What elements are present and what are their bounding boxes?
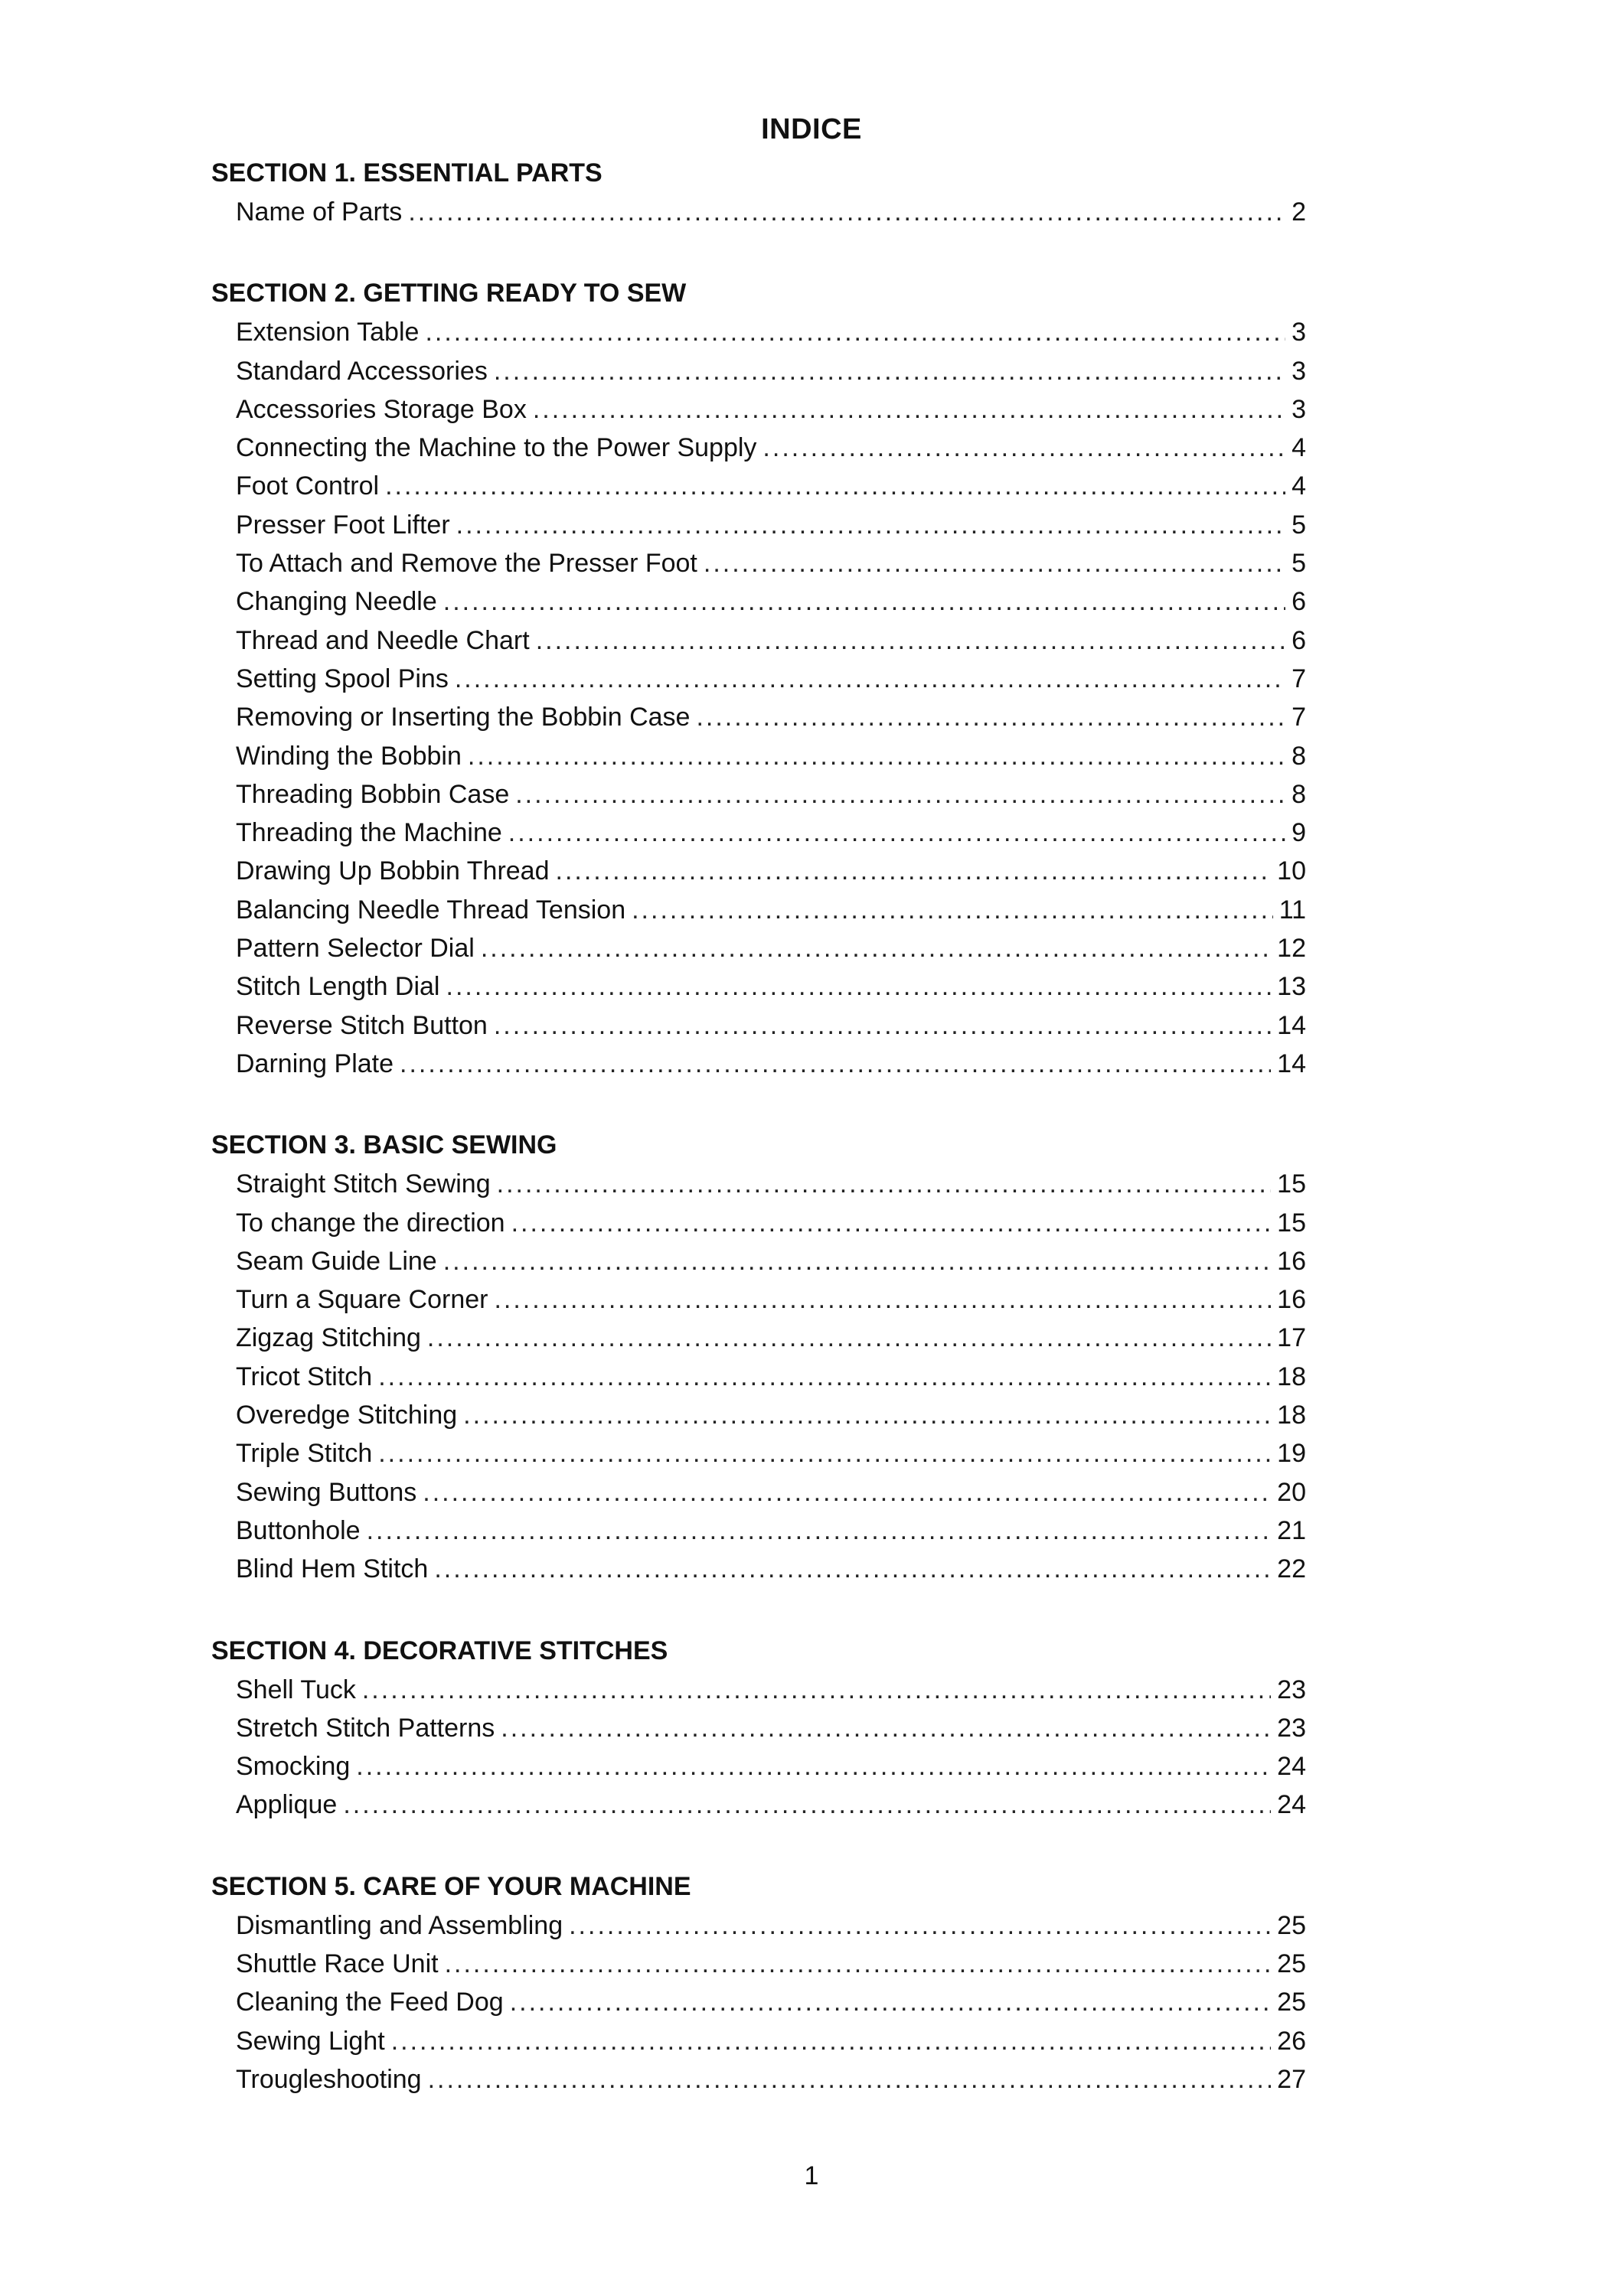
dot-leader: [408, 193, 1285, 231]
dot-leader: [400, 1045, 1271, 1083]
dot-leader: [455, 660, 1285, 698]
toc-entry-page: 22: [1277, 1554, 1306, 1584]
toc-entry[interactable]: [236, 891, 1306, 929]
dot-leader: [391, 2022, 1271, 2060]
dot-leader: [536, 621, 1285, 660]
dot-leader: [632, 891, 1273, 929]
toc-entry-page: 7: [1292, 703, 1306, 732]
toc-entry-page: 18: [1277, 1401, 1306, 1430]
toc-entry-page: 16: [1277, 1285, 1306, 1315]
toc-entry-page: 23: [1277, 1713, 1306, 1743]
toc-entry-label: Stretch Stitch Patterns: [236, 1713, 495, 1743]
toc-entry-page: 10: [1277, 856, 1306, 886]
toc-entry-label: Pattern Selector Dial: [236, 934, 475, 964]
section-heading: SECTION 4. DECORATIVE STITCHES: [211, 1636, 668, 1665]
dot-leader: [515, 775, 1285, 814]
toc-entry[interactable]: [236, 1747, 1306, 1786]
toc-entry-page: 12: [1277, 934, 1306, 964]
toc-entry[interactable]: [236, 1512, 1306, 1550]
toc-entry-page: 15: [1277, 1208, 1306, 1238]
toc-entry[interactable]: [236, 1280, 1306, 1319]
dot-leader: [443, 582, 1285, 621]
dot-leader: [494, 1280, 1271, 1319]
dot-leader: [378, 1434, 1271, 1473]
toc-entry[interactable]: [236, 1473, 1306, 1512]
toc-entry[interactable]: [236, 852, 1306, 890]
toc-entry[interactable]: [236, 313, 1306, 351]
toc-entry-page: 27: [1277, 2064, 1306, 2094]
toc-entry-label: Straight Stitch Sewing: [236, 1169, 491, 1199]
dot-leader: [362, 1671, 1271, 1709]
toc-entry[interactable]: [236, 429, 1306, 467]
dot-leader: [425, 313, 1285, 351]
toc-entry[interactable]: [236, 967, 1306, 1006]
dot-leader: [556, 852, 1272, 890]
toc-entry-page: 25: [1277, 1910, 1306, 1940]
dot-leader: [533, 390, 1285, 429]
toc-entry-label: Setting Spool Pins: [236, 664, 449, 693]
toc-entry-page: 20: [1277, 1477, 1306, 1507]
toc-entry[interactable]: [236, 737, 1306, 775]
toc-entry[interactable]: [236, 814, 1306, 852]
toc-entry-label: Shuttle Race Unit: [236, 1949, 439, 1978]
toc-entry-label: Extension Table: [236, 318, 420, 347]
toc-entry-label: Winding the Bobbin: [236, 741, 462, 771]
toc-entry-label: Name of Parts: [236, 197, 403, 227]
toc-entry-page: 24: [1277, 1752, 1306, 1782]
dot-leader: [508, 814, 1285, 852]
toc-entry-label: Thread and Needle Chart: [236, 625, 530, 655]
toc-section-3: [211, 1125, 1306, 1588]
dot-leader: [510, 1983, 1271, 2021]
dot-leader: [367, 1512, 1272, 1550]
toc-entry-page: 24: [1277, 1790, 1306, 1820]
dot-leader: [445, 1945, 1272, 1983]
toc-entry-page: 14: [1277, 1010, 1306, 1040]
toc-entry[interactable]: [236, 544, 1306, 582]
toc-entry-label: Darning Plate: [236, 1049, 394, 1078]
toc-entry-page: 7: [1292, 664, 1306, 693]
toc-entry-page: 3: [1292, 318, 1306, 347]
toc-entry-label: Standard Accessories: [236, 356, 488, 386]
toc-entry-page: 25: [1277, 1949, 1306, 1978]
toc-entry[interactable]: [236, 929, 1306, 967]
toc-entry[interactable]: [236, 1983, 1306, 2021]
dot-leader: [497, 1165, 1272, 1203]
toc-entry-label: Blind Hem Stitch: [236, 1554, 429, 1584]
dot-leader: [511, 1204, 1272, 1242]
dot-leader: [428, 2060, 1272, 2099]
toc-entry-label: Threading the Machine: [236, 818, 502, 848]
toc-entry-label: Buttonhole: [236, 1515, 361, 1545]
toc-entry-label: Stitch Length Dial: [236, 972, 440, 1002]
section-heading: SECTION 1. ESSENTIAL PARTS: [211, 158, 603, 188]
toc-entry-page: 6: [1292, 587, 1306, 617]
toc-entry-label: Cleaning the Feed Dog: [236, 1988, 504, 2017]
toc-entry-page: 4: [1292, 471, 1306, 501]
toc-entry[interactable]: [236, 1945, 1306, 1983]
section-heading: SECTION 5. CARE OF YOUR MACHINE: [211, 1871, 691, 1901]
dot-leader: [456, 506, 1285, 544]
toc-entry[interactable]: [236, 1006, 1306, 1045]
dot-leader: [443, 1242, 1271, 1280]
toc-entry[interactable]: [236, 2022, 1306, 2060]
toc-entry-label: Tricot Stitch: [236, 1362, 373, 1391]
toc-entry[interactable]: [236, 1319, 1306, 1357]
toc-entry-label: Changing Needle: [236, 587, 437, 617]
dot-leader: [356, 1747, 1271, 1786]
toc-entry-page: 5: [1292, 510, 1306, 540]
toc-entry-label: Drawing Up Bobbin Thread: [236, 856, 550, 886]
toc-entry-label: Overedge Stitching: [236, 1401, 458, 1430]
toc-entry[interactable]: [236, 1045, 1306, 1083]
toc-entry[interactable]: [236, 775, 1306, 814]
toc-entry[interactable]: [236, 1242, 1306, 1280]
dot-leader: [763, 429, 1285, 467]
toc-entry-page: 5: [1292, 549, 1306, 579]
toc-entry-label: Zigzag Stitching: [236, 1323, 421, 1353]
toc-entry-label: Triple Stitch: [236, 1439, 373, 1469]
toc-entry-page: 11: [1278, 895, 1306, 925]
toc-section-5: [211, 1867, 1306, 2099]
toc-entry-page: 21: [1277, 1515, 1306, 1545]
toc-entry-page: 4: [1292, 433, 1306, 463]
toc-entry-page: 25: [1277, 1988, 1306, 2017]
toc-entry[interactable]: [236, 352, 1306, 390]
toc-entry-label: Sewing Light: [236, 2026, 385, 2056]
toc-entry-label: Threading Bobbin Case: [236, 779, 510, 809]
table-of-contents: [211, 153, 1306, 2099]
toc-entry-page: 16: [1277, 1246, 1306, 1276]
toc-section-4: [211, 1631, 1306, 1825]
dot-leader: [569, 1906, 1271, 1945]
toc-entry-label: Connecting the Machine to the Power Supply: [236, 433, 757, 463]
toc-entry[interactable]: [236, 390, 1306, 429]
toc-entry[interactable]: [236, 582, 1306, 621]
toc-entry[interactable]: [236, 1396, 1306, 1434]
toc-entry-label: Accessories Storage Box: [236, 394, 527, 424]
dot-leader: [434, 1550, 1271, 1588]
dot-leader: [501, 1709, 1271, 1747]
toc-entry-label: Turn a Square Corner: [236, 1285, 488, 1315]
toc-entry[interactable]: [236, 1434, 1306, 1473]
toc-entry-label: Foot Control: [236, 471, 380, 501]
toc-entry-label: Removing or Inserting the Bobbin Case: [236, 703, 691, 732]
toc-entry[interactable]: [236, 1786, 1306, 1824]
toc-entry-page: 14: [1277, 1049, 1306, 1078]
toc-section-2: [211, 273, 1306, 1083]
toc-entry-label: To change the direction: [236, 1208, 505, 1238]
page-number: 1: [804, 2161, 819, 2190]
toc-entry[interactable]: [236, 1671, 1306, 1709]
toc-entry[interactable]: [236, 2060, 1306, 2099]
toc-entry[interactable]: [236, 506, 1306, 544]
toc-entry[interactable]: [236, 660, 1306, 698]
toc-entry[interactable]: [236, 621, 1306, 660]
dot-leader: [385, 467, 1285, 505]
toc-entry-label: Reverse Stitch Button: [236, 1010, 488, 1040]
section-heading: SECTION 3. BASIC SEWING: [211, 1130, 557, 1160]
toc-entry-page: 8: [1292, 779, 1306, 809]
toc-entry-page: 26: [1277, 2026, 1306, 2056]
toc-entry-label: Balancing Needle Thread Tension: [236, 895, 626, 925]
toc-entry-page: 15: [1277, 1169, 1306, 1199]
page-title: INDICE: [761, 113, 862, 145]
toc-entry[interactable]: [236, 1550, 1306, 1588]
toc-entry-label: Applique: [236, 1790, 338, 1820]
toc-entry-label: Trougleshooting: [236, 2064, 422, 2094]
dot-leader: [463, 1396, 1271, 1434]
toc-entry-page: 13: [1277, 972, 1306, 1002]
dot-leader: [378, 1358, 1271, 1396]
toc-entry-label: Dismantling and Assembling: [236, 1910, 563, 1940]
toc-entry-label: To Attach and Remove the Presser Foot: [236, 549, 697, 579]
toc-entry[interactable]: [236, 467, 1306, 505]
toc-entry-label: Sewing Buttons: [236, 1477, 417, 1507]
toc-entry[interactable]: [236, 1204, 1306, 1242]
toc-entry[interactable]: [236, 1709, 1306, 1747]
toc-entry-page: 3: [1292, 394, 1306, 424]
dot-leader: [704, 544, 1285, 582]
toc-entry[interactable]: [236, 193, 1306, 231]
toc-entry-label: Smocking: [236, 1752, 351, 1782]
toc-entry-page: 2: [1292, 197, 1306, 227]
toc-entry[interactable]: [236, 1358, 1306, 1396]
dot-leader: [696, 698, 1285, 736]
toc-entry-page: 9: [1292, 818, 1306, 848]
dot-leader: [427, 1319, 1271, 1357]
toc-section-1: [211, 153, 1306, 231]
toc-entry-page: 18: [1277, 1362, 1306, 1391]
toc-entry-label: Seam Guide Line: [236, 1246, 437, 1276]
dot-leader: [481, 929, 1271, 967]
toc-entry-page: 6: [1292, 625, 1306, 655]
toc-entry[interactable]: [236, 698, 1306, 736]
dot-leader: [343, 1786, 1271, 1824]
dot-leader: [494, 352, 1285, 390]
toc-entry-label: Presser Foot Lifter: [236, 510, 450, 540]
dot-leader: [446, 967, 1272, 1006]
toc-entry-page: 3: [1292, 356, 1306, 386]
toc-entry-label: Shell Tuck: [236, 1675, 356, 1704]
toc-entry-page: 8: [1292, 741, 1306, 771]
dot-leader: [468, 737, 1285, 775]
dot-leader: [423, 1473, 1271, 1512]
toc-entry[interactable]: [236, 1906, 1306, 1945]
toc-entry-page: 17: [1277, 1323, 1306, 1353]
toc-entry-page: 23: [1277, 1675, 1306, 1704]
toc-entry[interactable]: [236, 1165, 1306, 1203]
toc-entry-page: 19: [1277, 1439, 1306, 1469]
dot-leader: [494, 1006, 1271, 1045]
section-heading: SECTION 2. GETTING READY TO SEW: [211, 279, 687, 308]
